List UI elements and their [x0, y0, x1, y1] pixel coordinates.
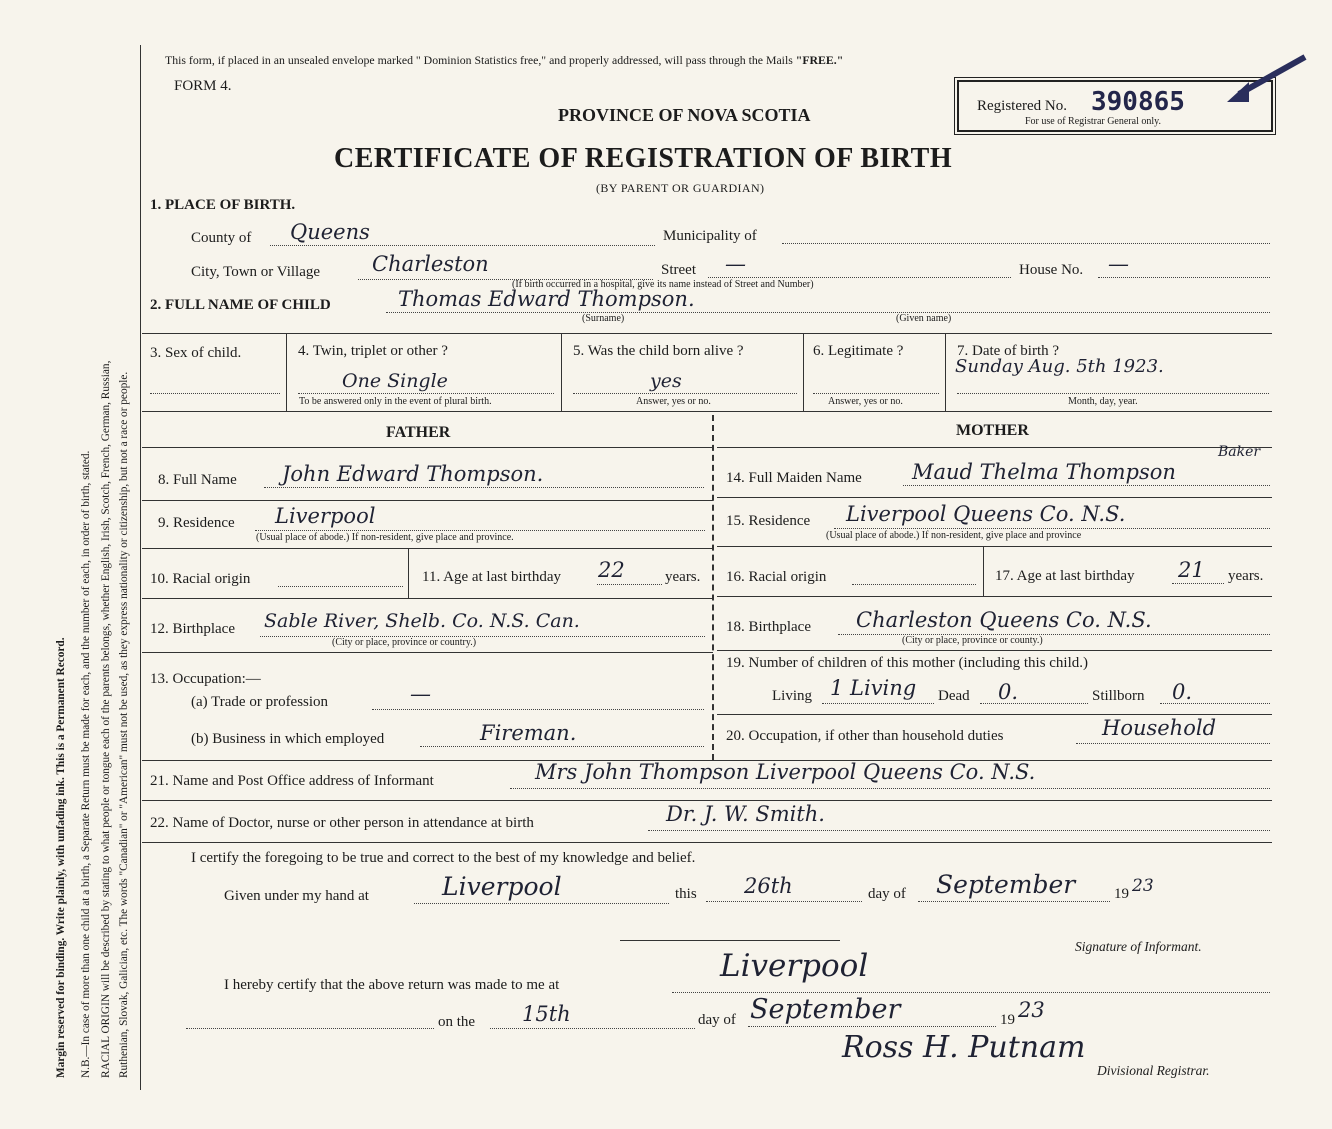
twin-value: One Single: [342, 370, 448, 392]
mother-name-correction: Baker: [1218, 444, 1261, 460]
stillborn-value: 0.: [1172, 680, 1193, 704]
doctor-value: Dr. J. W. Smith.: [666, 802, 825, 826]
this-label: this: [675, 886, 697, 902]
father-age-unit: years.: [665, 569, 701, 585]
informant-signature-label: Signature of Informant.: [1075, 939, 1202, 954]
registrar-day: 15th: [522, 1002, 571, 1026]
margin-note-1: Margin reserved for binding. Write plainly, with unfading ink. This is a Permanent Record.: [55, 637, 67, 1078]
day-of-label: day of: [868, 886, 906, 902]
mother-age-unit: years.: [1228, 568, 1264, 584]
dob-label: 7. Date of birth ?: [957, 343, 1060, 359]
father-race-label: 10. Racial origin: [150, 571, 251, 587]
registrar-statement: I hereby certify that the above return was made to me at: [224, 977, 560, 993]
father-name-value: John Edward Thompson.: [282, 462, 544, 486]
surname-caption: (Surname): [582, 313, 625, 324]
given-year: 23: [1132, 876, 1154, 896]
given-place: Liverpool: [442, 872, 562, 901]
certify-statement: I certify the foregoing to be true and correct to the best of my knowledge and belief.: [191, 850, 696, 866]
mother-residence-note: (Usual place of abode.) If non-resident, give place and province: [826, 530, 1082, 541]
county-label: County of: [191, 230, 252, 246]
father-heading: FATHER: [386, 424, 451, 441]
father-residence-value: Liverpool: [275, 504, 376, 528]
legitimate-label: 6. Legitimate ?: [813, 343, 904, 359]
form-number: FORM 4.: [174, 78, 232, 94]
on-the-label: on the: [438, 1014, 476, 1030]
city-value: Charleston: [372, 252, 489, 276]
father-age-value: 22: [598, 558, 625, 582]
business-label: (b) Business in which employed: [191, 731, 385, 747]
father-birthplace-label: 12. Birthplace: [150, 621, 235, 637]
margin-note-2: N.B.—In case of more than one child at a birth, a Separate Return must be made for each, and the number of each, in order of birth, stated.: [80, 450, 92, 1078]
street-label: Street: [661, 262, 696, 278]
given-month: September: [936, 870, 1076, 899]
trade-value: —: [410, 682, 431, 706]
registrar-place: Liverpool: [720, 948, 869, 984]
mother-occupation-value: Household: [1102, 716, 1217, 740]
municipality-label: Municipality of: [663, 228, 757, 244]
mother-age-value: 21: [1178, 558, 1205, 582]
given-year-prefix: 19: [1114, 886, 1129, 902]
father-residence-note: (Usual place of abode.) If non-resident, give place and province.: [256, 532, 514, 543]
registrar-signature: Ross H. Putnam: [842, 1030, 1086, 1065]
dead-label: Dead: [938, 688, 970, 704]
house-value: —: [1108, 252, 1129, 276]
mother-heading: MOTHER: [956, 422, 1029, 439]
city-label: City, Town or Village: [191, 264, 321, 280]
registrar-year: 23: [1018, 998, 1045, 1022]
registered-number: 390865: [1091, 87, 1185, 117]
children-count-label: 19. Number of children of this mother (including this child.): [726, 655, 1089, 671]
twin-note: To be answered only in the event of plural birth.: [299, 396, 492, 407]
trade-label: (a) Trade or profession: [191, 694, 329, 710]
living-label: Living: [772, 688, 812, 704]
business-value: Fireman.: [480, 721, 577, 745]
registrar-year-prefix: 19: [1000, 1012, 1015, 1028]
informant-value: Mrs John Thompson Liverpool Queens Co. N.S.: [535, 760, 1036, 784]
place-of-birth-heading: 1. PLACE OF BIRTH.: [150, 197, 296, 213]
margin-note-3: RACIAL ORIGIN will be described by stating to what people or tongue each of the parents belongs, whether English, Irish, Scotch, French, German, Russian,: [100, 360, 112, 1078]
mother-residence-label: 15. Residence: [726, 513, 811, 529]
certificate-subtitle: (BY PARENT OR GUARDIAN): [596, 181, 765, 195]
registrar-use-note: For use of Registrar General only.: [1025, 116, 1161, 127]
margin-note-4: Ruthenian, Slovak, Galician, etc. The words "Canadian" or "American" must not be used, as they express nationality or citizenship, but not a race or people.: [118, 371, 130, 1078]
occupation-label: 13. Occupation:—: [150, 671, 261, 687]
mother-name-value: Maud Thelma Thompson: [912, 460, 1176, 484]
margin-rule: [140, 45, 141, 1090]
registrar-day-of-label: day of: [698, 1012, 736, 1028]
twin-label: 4. Twin, triplet or other ?: [298, 343, 448, 359]
mother-name-label: 14. Full Maiden Name: [726, 470, 862, 486]
certificate-title: CERTIFICATE OF REGISTRATION OF BIRTH: [334, 143, 953, 174]
living-value: 1 Living: [830, 676, 917, 700]
mother-birthplace-label: 18. Birthplace: [726, 619, 811, 635]
father-age-label: 11. Age at last birthday: [422, 569, 561, 585]
alive-note: Answer, yes or no.: [636, 396, 711, 407]
sex-label: 3. Sex of child.: [150, 345, 242, 361]
dob-value: Sunday Aug. 5th 1923.: [955, 356, 1164, 377]
informant-label: 21. Name and Post Office address of Informant: [150, 773, 434, 789]
given-label: Given under my hand at: [224, 888, 369, 904]
dead-value: 0.: [998, 680, 1019, 704]
father-name-label: 8. Full Name: [158, 472, 237, 488]
alive-value: yes: [650, 370, 682, 392]
arrow-stamp-icon: [1225, 52, 1309, 108]
province-title: PROVINCE OF NOVA SCOTIA: [558, 105, 811, 125]
mother-birthplace-value: Charleston Queens Co. N.S.: [856, 608, 1152, 632]
mother-race-label: 16. Racial origin: [726, 569, 827, 585]
registrar-month: September: [750, 994, 901, 1025]
street-value: —: [725, 252, 746, 276]
alive-label: 5. Was the child born alive ?: [573, 343, 744, 359]
mother-residence-value: Liverpool Queens Co. N.S.: [846, 502, 1126, 526]
registered-label: Registered No.: [977, 98, 1067, 114]
father-birthplace-value: Sable River, Shelb. Co. N.S. Can.: [264, 610, 580, 632]
county-value: Queens: [290, 220, 370, 244]
mother-age-label: 17. Age at last birthday: [995, 568, 1135, 584]
given-name-caption: (Given name): [896, 313, 952, 324]
stillborn-label: Stillborn: [1092, 688, 1145, 704]
mail-notice: This form, if placed in an unsealed envelope marked " Dominion Statistics free," and properly addressed, will pass through the Mails "FREE.": [165, 53, 844, 67]
mother-occupation-label: 20. Occupation, if other than household duties: [726, 728, 1004, 744]
house-label: House No.: [1019, 262, 1084, 278]
hospital-note: (If birth occurred in a hospital, give its name instead of Street and Number): [512, 279, 814, 290]
dob-note: Month, day, year.: [1068, 396, 1138, 407]
father-birthplace-note: (City or place, province or country.): [332, 637, 477, 648]
given-day: 26th: [744, 874, 793, 898]
doctor-label: 22. Name of Doctor, nurse or other person in attendance at birth: [150, 815, 534, 831]
child-name-label: 2. FULL NAME OF CHILD: [150, 297, 331, 313]
child-name-value: Thomas Edward Thompson.: [398, 287, 695, 311]
legitimate-note: Answer, yes or no.: [828, 396, 903, 407]
divisional-registrar-label: Divisional Registrar.: [1097, 1063, 1210, 1078]
father-residence-label: 9. Residence: [158, 515, 235, 531]
mother-birthplace-note: (City or place, province or county.): [902, 635, 1043, 646]
